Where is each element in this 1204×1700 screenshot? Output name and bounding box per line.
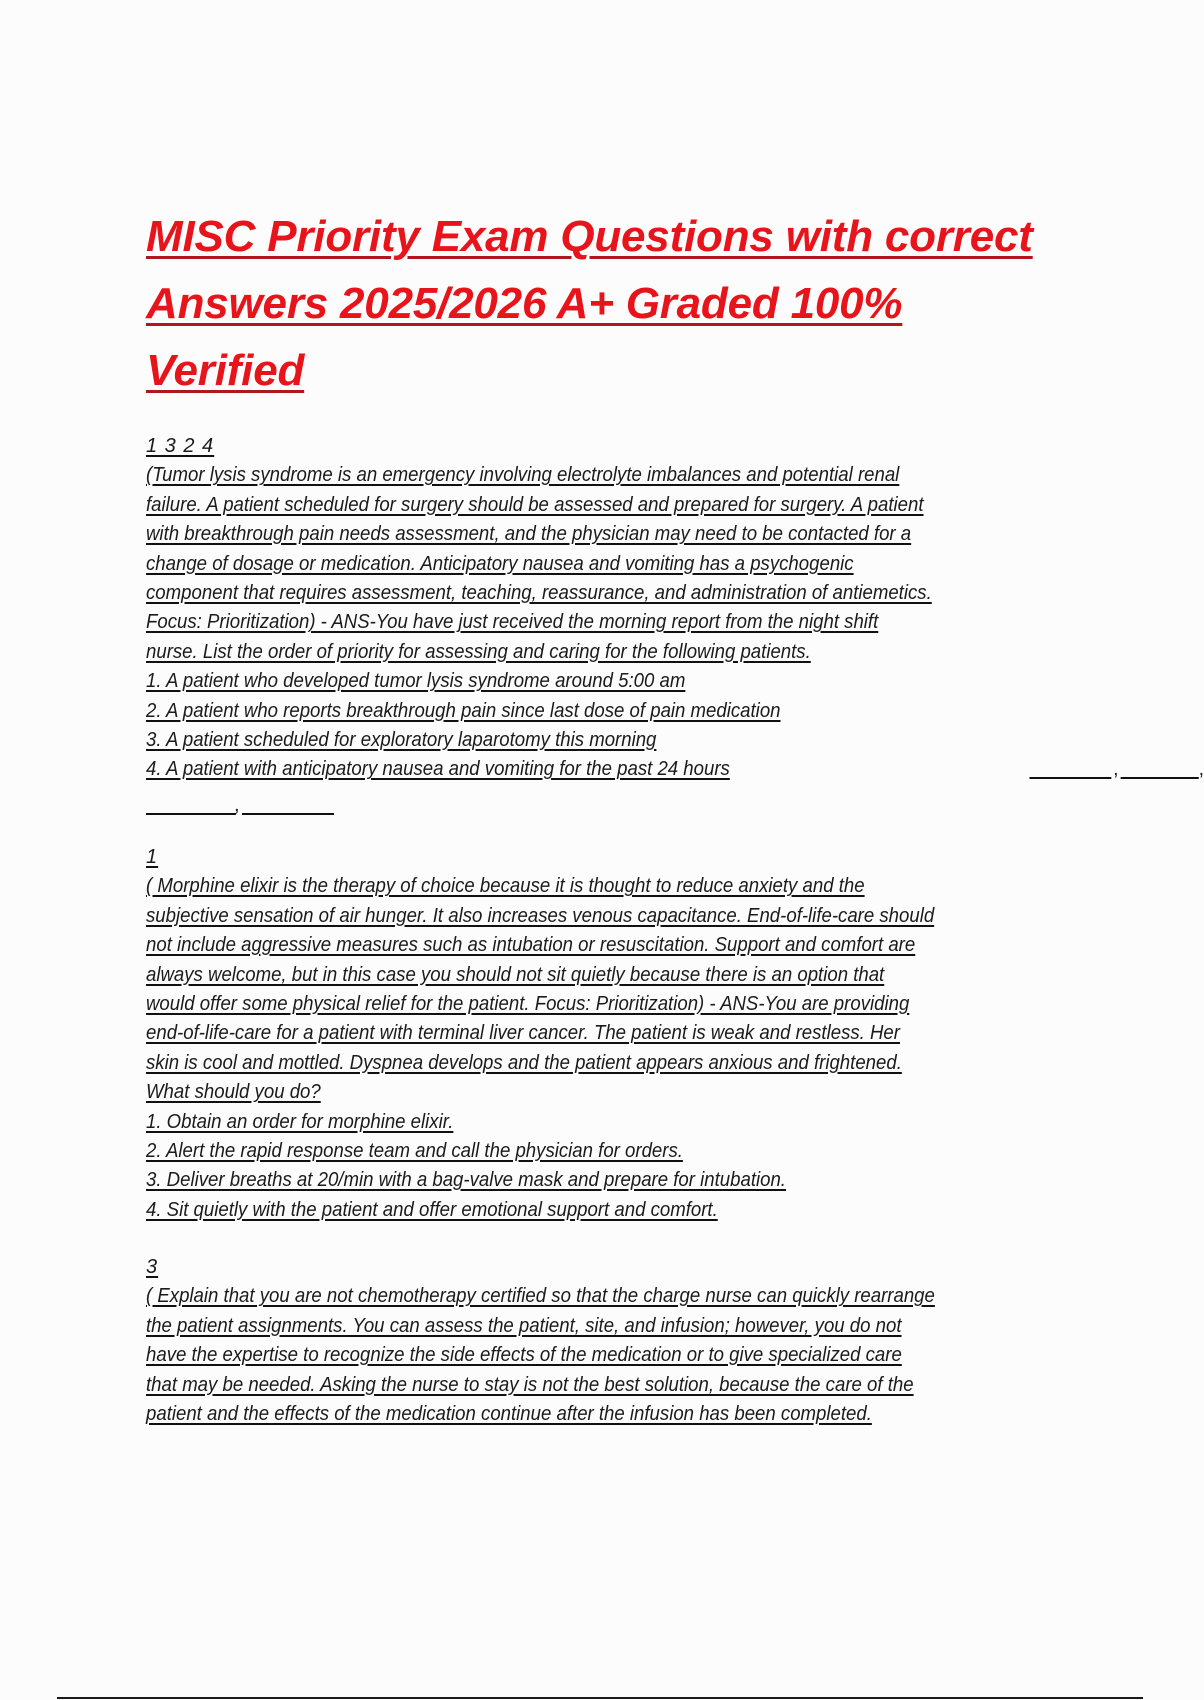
question-text-line: end-of-life-care for a patient with terminal liver cancer. The patient is weak and restless. Her bbox=[146, 1022, 900, 1045]
question-text-line: skin is cool and mottled. Dyspnea develops and the patient appears anxious and frightened. bbox=[146, 1051, 902, 1074]
blank-separator: , bbox=[1198, 758, 1204, 781]
question-text-line: change of dosage or medication. Anticipatory nausea and vomiting has a psychogenic bbox=[146, 552, 854, 575]
answer-blank bbox=[242, 813, 334, 815]
question-text-line: component that requires assessment, teaching, reassurance, and administration of antiemetics. bbox=[146, 582, 932, 605]
question-text-line: would offer some physical relief for the patient. Focus: Prioritization) - ANS-You are providing bbox=[146, 993, 910, 1016]
question-text-line: that may be needed. Asking the nurse to stay is not the best solution, because the care of the bbox=[146, 1373, 914, 1396]
question-block-3 bbox=[146, 1253, 1146, 1429]
option-item: 4. A patient with anticipatory nausea and vomiting for the past 24 hours , , bbox=[146, 755, 1076, 784]
question-text-line: (Tumor lysis syndrome is an emergency involving electrolyte imbalances and potential renal bbox=[146, 464, 900, 487]
option-item: 4. Sit quietly with the patient and offer emotional support and comfort. bbox=[146, 1198, 718, 1221]
question-text-line: ( Explain that you are not chemotherapy certified so that the charge nurse can quickly rearrange bbox=[146, 1285, 935, 1308]
question-prompt: What should you do? bbox=[146, 1081, 321, 1104]
answer-blank bbox=[146, 813, 236, 815]
option-item: 2. Alert the rapid response team and call the physician for orders. bbox=[146, 1140, 683, 1163]
question-text-line: nurse. List the order of priority for assessing and caring for the following patients. bbox=[146, 640, 811, 663]
option-item: 3. Deliver breaths at 20/min with a bag-valve mask and prepare for intubation. bbox=[146, 1169, 786, 1192]
question-text-line: failure. A patient scheduled for surgery should be assessed and prepared for surgery. A patient bbox=[146, 493, 924, 516]
question-text-line: subjective sensation of air hunger. It also increases venous capacitance. End-of-life-care should bbox=[146, 904, 935, 927]
answer-blank bbox=[1121, 777, 1199, 779]
title-line: Verified bbox=[146, 346, 305, 395]
answer-key: 3 bbox=[146, 1256, 159, 1278]
question-text-line: ( Morphine elixir is the therapy of choice because it is thought to reduce anxiety and the bbox=[146, 875, 865, 898]
question-text-line: the patient assignments. You can assess the patient, site, and infusion; however, you do not bbox=[146, 1314, 902, 1337]
page-bottom-divider bbox=[57, 1697, 1143, 1699]
question-text-line: always welcome, but in this case you should not sit quietly because there is an option that bbox=[146, 963, 885, 986]
document-title bbox=[146, 203, 1033, 404]
question-text-line: with breakthrough pain needs assessment, and the physician may need to be contacted for a bbox=[146, 523, 912, 546]
question-block-2 bbox=[146, 843, 1146, 1225]
title-line: MISC Priority Exam Questions with correct bbox=[146, 212, 1033, 261]
answer-key: 1 bbox=[146, 846, 159, 868]
option-item: 1. Obtain an order for morphine elixir. bbox=[146, 1110, 454, 1133]
question-text-line: have the expertise to recognize the side effects of the medication or to give specialized care bbox=[146, 1344, 902, 1367]
option-item: 2. A patient who reports breakthrough pain since last dose of pain medication bbox=[146, 699, 781, 722]
blank-separator: , bbox=[234, 793, 240, 816]
question-text-line: not include aggressive measures such as intubation or resuscitation. Support and comfort are bbox=[146, 934, 916, 957]
question-text-line: Focus: Prioritization) - ANS-You have just received the morning report from the night shift bbox=[146, 611, 879, 634]
answer-blank bbox=[1030, 777, 1112, 779]
blank-separator: , bbox=[1113, 758, 1119, 781]
question-block-1 bbox=[146, 432, 1204, 822]
option-item: 1. A patient who developed tumor lysis syndrome around 5:00 am bbox=[146, 670, 686, 693]
option-item: 3. A patient scheduled for exploratory laparotomy this morning bbox=[146, 729, 657, 752]
answer-key: 1 3 2 4 bbox=[146, 435, 215, 457]
answer-blank-row bbox=[146, 793, 1146, 822]
question-text-line: patient and the effects of the medication continue after the infusion has been completed. bbox=[146, 1403, 872, 1426]
title-line: Answers 2025/2026 A+ Graded 100% bbox=[146, 279, 903, 328]
